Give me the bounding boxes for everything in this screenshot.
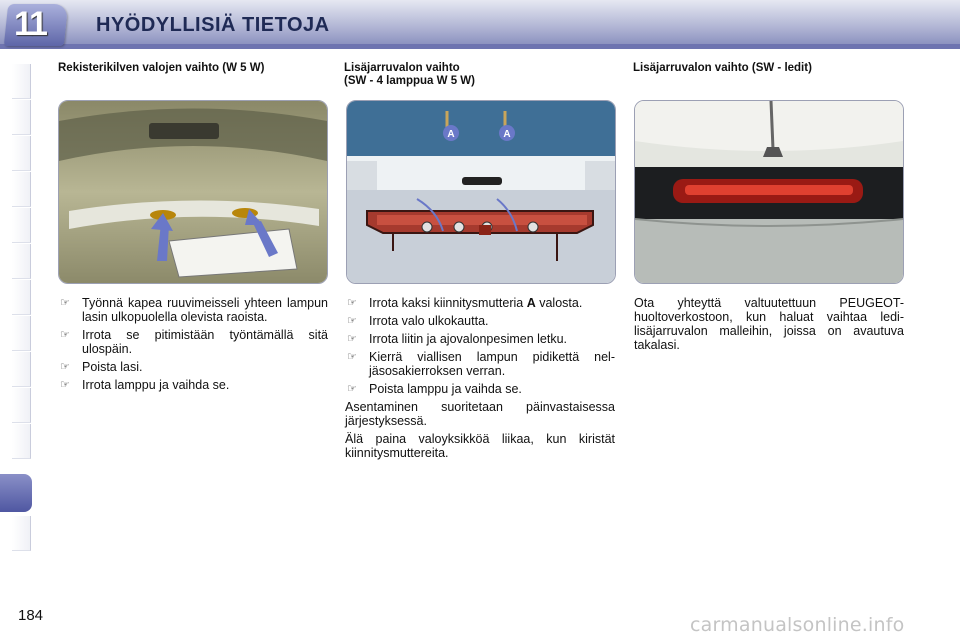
- index-tab[interactable]: [12, 136, 31, 171]
- index-tab[interactable]: [12, 172, 31, 207]
- index-tab[interactable]: [12, 424, 31, 459]
- note-paragraph: Asentaminen suoritetaan päinvastaisessa järjestyksessä.: [345, 400, 615, 428]
- page-number: 184: [18, 607, 44, 624]
- instruction-list: [345, 296, 615, 396]
- instruction-item: [345, 332, 615, 346]
- column-3: [633, 62, 905, 96]
- column-1: [58, 62, 330, 96]
- instruction-text: Kierrä viallisen lampun pidikettä neljäsosakierroksen verran.: [369, 350, 615, 378]
- column-2-body: [345, 296, 615, 464]
- pointing-hand-icon: ☞: [60, 329, 70, 341]
- pointing-hand-icon: ☞: [60, 379, 70, 391]
- index-tab[interactable]: [12, 280, 31, 315]
- pointing-hand-icon: ☞: [347, 333, 357, 345]
- callout-a: A: [447, 129, 455, 140]
- note-paragraph: Ota yhteyttä valtuutettuun PEUGEOT-huoltoverkostoon, kun haluat vaihtaa ledi-lisäjarruvalon malleihin, joissa on avautuva takalasi.: [634, 296, 904, 352]
- index-tab-active[interactable]: [0, 474, 32, 512]
- page-title: HYÖDYLLISIÄ TIETOJA: [96, 14, 330, 36]
- watermark: carmanualsonline.info: [690, 614, 905, 636]
- index-tab[interactable]: [12, 516, 31, 551]
- index-tab[interactable]: [12, 388, 31, 423]
- instruction-text: Irrota se pitimistään työntämällä sitä ulospäin.: [82, 328, 328, 356]
- instruction-text: valosta.: [539, 296, 583, 310]
- instruction-text: Työnnä kapea ruuvimeisseli yhteen lampun lasin ulkopuolella olevista raoista.: [82, 296, 328, 324]
- column-1-body: [58, 296, 328, 396]
- pointing-hand-icon: ☞: [60, 297, 70, 309]
- instruction-item: [58, 328, 328, 356]
- index-tab[interactable]: [12, 352, 31, 387]
- instruction-text: Poista lasi.: [82, 360, 143, 374]
- instruction-text: Irrota liitin ja ajovalonpesimen letku.: [369, 332, 568, 346]
- header-rule: [0, 44, 960, 49]
- callout-a: A: [503, 129, 511, 140]
- brake-light-led-illustration: [634, 100, 904, 284]
- index-tab[interactable]: [12, 100, 31, 135]
- instruction-list: [58, 296, 328, 392]
- section-heading-brake-light-sw4: [344, 62, 616, 96]
- license-plate-light-illustration: [58, 100, 328, 284]
- instruction-item: [345, 350, 615, 378]
- index-tab[interactable]: [12, 64, 31, 99]
- pointing-hand-icon: ☞: [347, 383, 357, 395]
- instruction-item: [58, 360, 328, 374]
- instruction-text: Poista lamppu ja vaihda se.: [369, 382, 522, 396]
- column-3-body: [634, 296, 904, 356]
- pointing-hand-icon: ☞: [347, 297, 357, 309]
- note-paragraph: Älä paina valoyksikköä liikaa, kun kiristät kiinnitysmuttereita.: [345, 432, 615, 460]
- instruction-item: [58, 378, 328, 392]
- chapter-index-strip: [0, 64, 32, 580]
- instruction-item: [345, 296, 615, 310]
- brake-light-sw4-illustration: [346, 100, 616, 284]
- instruction-text: Irrota lamppu ja vaihda se.: [82, 378, 230, 392]
- section-heading-brake-light-led: Lisäjarruvalon vaihto (SW - ledit): [633, 62, 812, 74]
- index-tab[interactable]: [12, 316, 31, 351]
- heading-line: (SW - 4 lamppua W 5 W): [344, 75, 475, 87]
- callout-reference: A: [526, 296, 536, 310]
- pointing-hand-icon: ☞: [347, 351, 357, 363]
- chapter-number: 11: [14, 5, 46, 43]
- pointing-hand-icon: ☞: [60, 361, 70, 373]
- instruction-text: Irrota kaksi kiinnitysmutteria: [369, 296, 524, 310]
- index-tab[interactable]: [12, 208, 31, 243]
- column-2: [344, 62, 616, 96]
- heading-line: Lisäjarruvalon vaihto: [344, 62, 460, 74]
- pointing-hand-icon: ☞: [347, 315, 357, 327]
- instruction-item: [345, 382, 615, 396]
- instruction-item: [58, 296, 328, 324]
- index-tab[interactable]: [12, 244, 31, 279]
- instruction-text: Irrota valo ulkokautta.: [369, 314, 489, 328]
- instruction-item: [345, 314, 615, 328]
- section-heading-license-plate: Rekisterikilven valojen vaihto (W 5 W): [58, 62, 265, 74]
